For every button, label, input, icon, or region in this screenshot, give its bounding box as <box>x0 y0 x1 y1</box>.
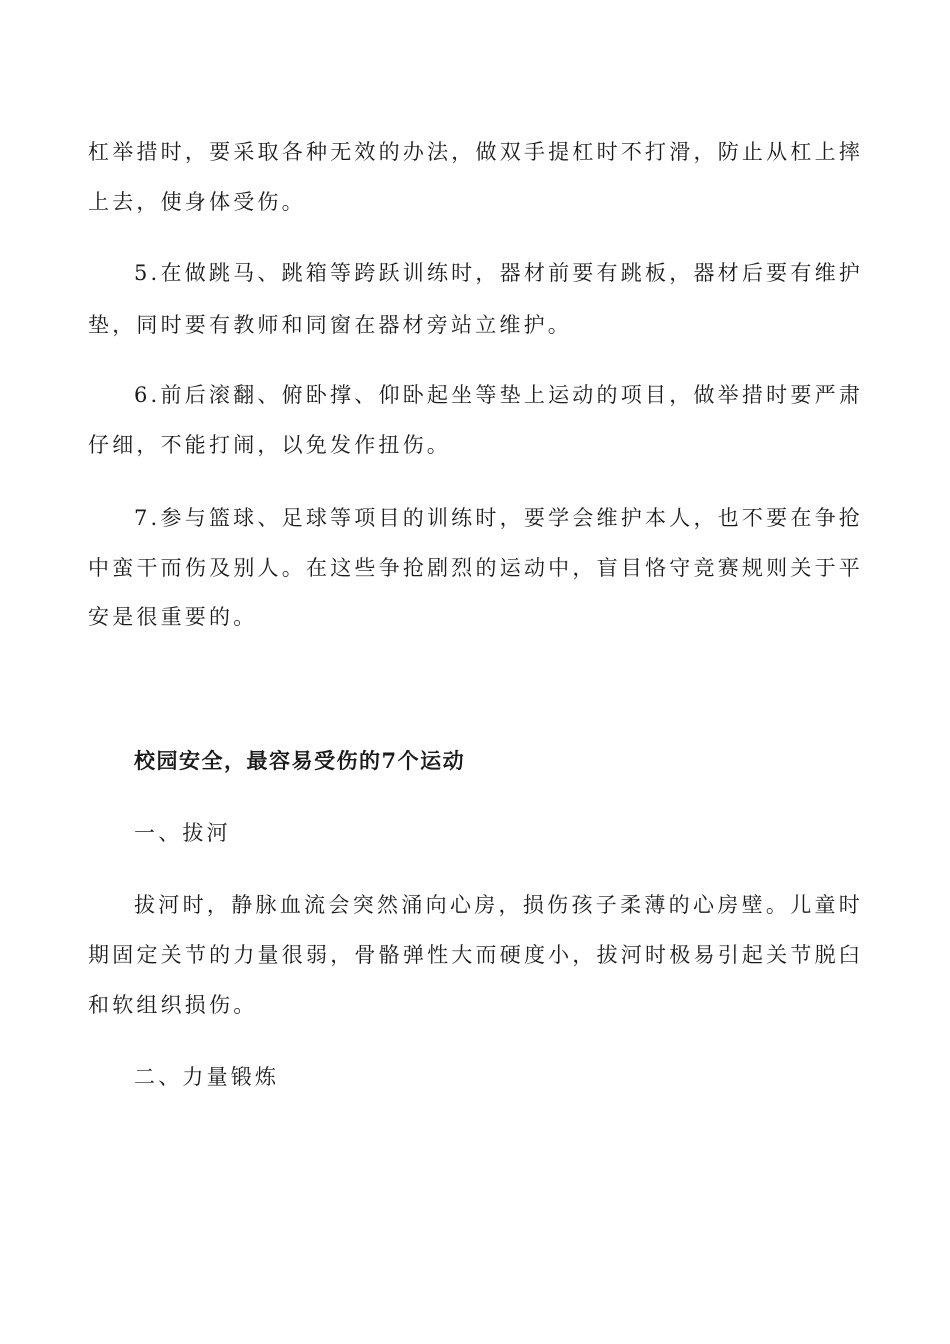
paragraph-line: 期固定关节的力量很弱，骨骼弹性大而硬度小，拔河时极易引起关节脱臼 <box>88 943 863 967</box>
paragraph-line: 上去，使身体受伤。 <box>88 190 306 214</box>
list-item-7-line: 安是很重要的。 <box>88 605 258 629</box>
list-item-6-line: 6.前后滚翻、俯卧撑、仰卧起坐等垫上运动的项目，做举措时要严肃 <box>134 383 863 407</box>
list-item-6-line: 仔细，不能打闹，以免发作扭伤。 <box>88 433 451 457</box>
paragraph-line: 拔河时，静脉血流会突然涌向心房，损伤孩子柔薄的心房壁。儿童时 <box>134 893 863 917</box>
subsection-title: 一、拔河 <box>134 821 231 845</box>
list-item-7-line: 7.参与篮球、足球等项目的训练时，要学会维护本人，也不要在争抢 <box>134 506 863 530</box>
list-item-5-line: 5.在做跳马、跳箱等跨跃训练时，器材前要有跳板，器材后要有维护 <box>134 261 863 285</box>
subsection-title: 二、力量锻炼 <box>134 1065 280 1089</box>
list-item-5-line: 垫，同时要有教师和同窗在器材旁站立维护。 <box>88 313 572 337</box>
paragraph-line: 杠举措时，要采取各种无效的办法，做双手提杠时不打滑，防止从杠上摔 <box>88 140 863 164</box>
section-title: 校园安全，最容易受伤的7个运动 <box>134 748 466 773</box>
paragraph-line: 和软组织损伤。 <box>88 993 258 1017</box>
list-item-7-line: 中蛮干而伤及别人。在这些争抢剧烈的运动中，盲目恪守竞赛规则关于平 <box>88 556 863 580</box>
